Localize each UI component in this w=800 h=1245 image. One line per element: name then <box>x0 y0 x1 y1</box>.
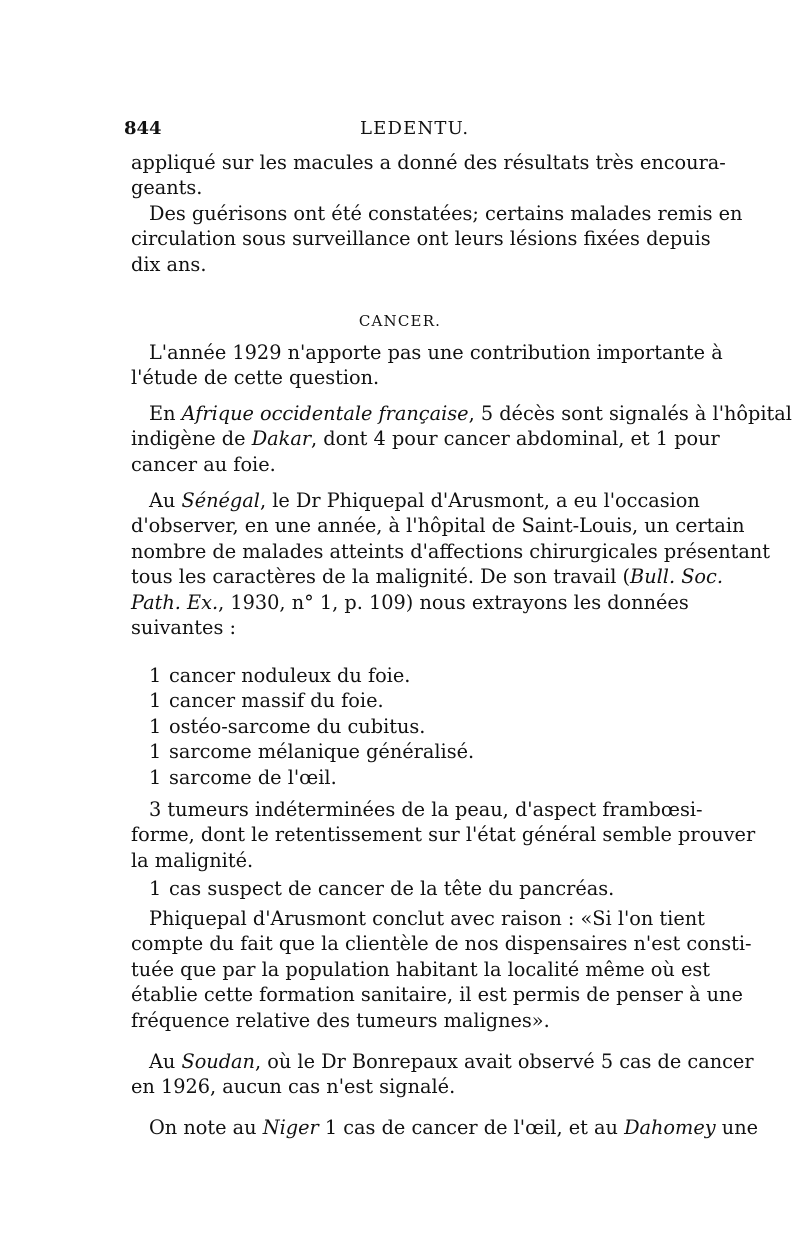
conclusion-paragraph <box>131 906 752 1033</box>
place-name: Afrique occidentale française <box>181 402 469 425</box>
place-name: Dakar <box>251 427 312 451</box>
page-header <box>124 118 680 142</box>
place-name: Soudan <box>181 1050 255 1073</box>
list-text: cas suspect de cancer de la tête du pancréas. <box>169 877 615 900</box>
text-line: L'année 1929 n'apporte pas une contribution importante à <box>149 341 723 364</box>
page-number: 844 <box>124 118 162 139</box>
text-line <box>131 564 723 589</box>
opening-text <box>131 150 743 277</box>
text-line <box>131 590 689 615</box>
text-fragment: tous les caractères de la malignité. De son travail ( <box>131 565 631 589</box>
pancreas-item <box>131 876 681 901</box>
text-line <box>131 426 720 451</box>
list-item <box>131 739 681 764</box>
list-text: cancer noduleux du foie. <box>169 664 411 687</box>
soudan-paragraph <box>131 1049 754 1100</box>
running-head: LEDENTU. <box>360 118 470 139</box>
text-fragment: , 5 décès sont signalés à l'hôpital <box>468 402 792 425</box>
text-fragment: une <box>715 1116 759 1139</box>
text-line: la malignité. <box>131 848 254 872</box>
place-name: Niger <box>262 1116 319 1139</box>
text-fragment: 1 cas de cancer de l'œil, et au <box>318 1116 625 1139</box>
list-item <box>131 765 681 790</box>
place-name: Dahomey <box>624 1116 716 1139</box>
list-text: ostéo-sarcome du cubitus. <box>169 714 426 738</box>
list-text: sarcome de l'œil. <box>169 765 337 789</box>
text-line: geants. <box>131 176 203 200</box>
list-item <box>131 663 681 688</box>
citation: Path. Ex. <box>131 590 219 614</box>
text-line: l'étude de cette question. <box>131 366 380 390</box>
text-line: Des guérisons ont été constatées; certains malades remis en <box>149 201 743 225</box>
text-fragment: , où le Dr Bonrepaux avait observé 5 cas de cancer <box>254 1050 754 1073</box>
text-fragment: , dont 4 pour cancer abdominal, et 1 pour <box>311 427 720 451</box>
text-line: circulation sous surveillance ont leurs lésions fixées depuis <box>131 227 711 251</box>
text-fragment: , le Dr Phiquepal d'Arusmont, a eu l'occasion <box>259 489 700 512</box>
text-line: 3 tumeurs indéterminées de la peau, d'aspect frambœsi- <box>149 798 703 821</box>
list-count: 1 <box>149 689 162 713</box>
text-line: Phiquepal d'Arusmont conclut avec raison : «Si l'on tient <box>149 907 705 930</box>
section-title: CANCER. <box>358 312 442 330</box>
text-line: compte du fait que la clientèle de nos dispensaires n'est consti- <box>131 932 752 956</box>
list-count: 1 <box>149 664 162 687</box>
text-line: en 1926, aucun cas n'est signalé. <box>131 1075 456 1099</box>
text-line: nombre de malades atteints d'affections chirurgicales présentant <box>131 539 771 563</box>
senegal-paragraph <box>131 488 771 640</box>
text-line: suivantes : <box>131 615 236 639</box>
tumeurs-paragraph <box>131 797 756 873</box>
list-item <box>131 714 681 739</box>
text-line: d'observer, en une année, à l'hôpital de Saint-Louis, un certain <box>131 514 745 538</box>
list-count: 1 <box>149 877 162 900</box>
list-text: cancer massif du foie. <box>169 689 384 713</box>
afrique-paragraph <box>131 401 792 477</box>
list-text: sarcome mélanique généralisé. <box>169 740 475 764</box>
text-line: cancer au foie. <box>131 452 276 476</box>
list-item <box>131 688 681 713</box>
text-line <box>131 1115 759 1140</box>
text-fragment: indigène de <box>131 427 252 451</box>
text-line: forme, dont le retentissement sur l'état général semble prouver <box>131 823 756 847</box>
text-fragment: Au <box>149 1050 182 1073</box>
cancer-intro <box>131 340 723 391</box>
list-count: 1 <box>149 740 162 764</box>
list-count: 1 <box>149 714 162 738</box>
text-line <box>131 401 792 426</box>
place-name: Sénégal <box>181 489 260 512</box>
text-line: appliqué sur les macules a donné des résultats très encoura- <box>131 151 726 174</box>
text-line <box>131 488 700 513</box>
case-list <box>131 663 681 790</box>
niger-paragraph <box>131 1115 759 1140</box>
list-item <box>131 876 681 901</box>
text-fragment: , 1930, n° 1, p. 109) nous extrayons les données <box>218 590 689 614</box>
list-count: 1 <box>149 765 162 789</box>
text-fragment: En <box>149 402 182 425</box>
text-fragment: On note au <box>149 1116 263 1139</box>
text-line: tuée que par la population habitant la localité même où est <box>131 957 711 981</box>
text-line: dix ans. <box>131 252 207 276</box>
text-fragment: Au <box>149 489 182 512</box>
text-line: établie cette formation sanitaire, il est permis de penser à une <box>131 983 743 1007</box>
citation: Bull. Soc. <box>630 565 723 589</box>
text-line <box>131 1049 754 1074</box>
text-line: fréquence relative des tumeurs malignes». <box>131 1008 550 1032</box>
